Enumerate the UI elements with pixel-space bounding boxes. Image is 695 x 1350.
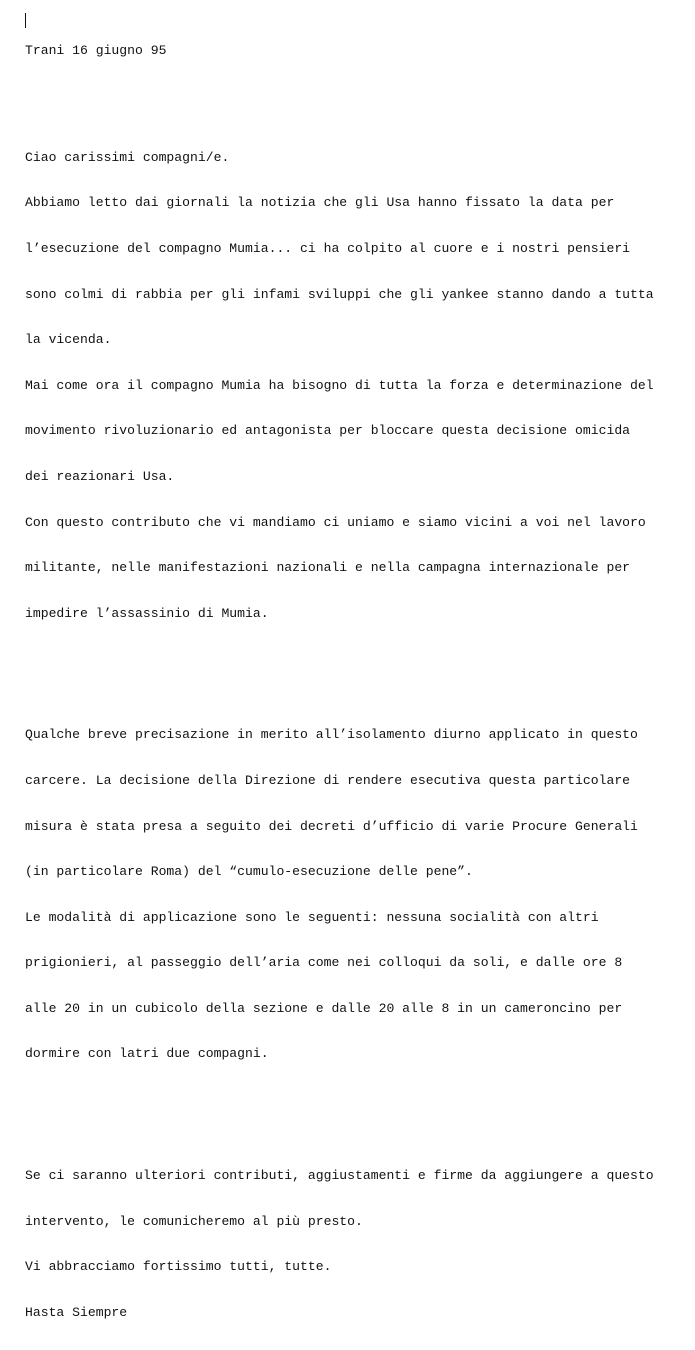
signoff-line: Hasta Siempre <box>25 1304 128 1320</box>
text-line: misura è stata presa a seguito dei decreti d’ufficio di varie Procure Generali <box>25 818 638 834</box>
text-line: sono colmi di rabbia per gli infami sviluppi che gli yankee stanno dando a tutta <box>25 286 654 302</box>
text-line: militante, nelle manifestazioni nazionali e nella campagna internazionale per <box>25 560 631 576</box>
text-line: (in particolare Roma) del “cumulo-esecuzione delle pene”. <box>25 864 473 880</box>
date-line: Trani 16 giugno 95 <box>25 43 167 59</box>
text-line: dei reazionari Usa. <box>25 468 175 484</box>
letter-text[interactable] <box>25 13 690 1350</box>
text-line: movimento rivoluzionario ed antagonista per bloccare questa decisione omicida <box>25 423 631 439</box>
text-line: l’esecuzione del compagno Mumia... ci ha colpito al cuore e i nostri pensieri <box>25 240 631 256</box>
text-line: Ciao carissimi compagni/e. <box>25 149 230 165</box>
text-line: intervento, le comunicheremo al più presto. <box>25 1213 363 1229</box>
text-line: dormire con latri due compagni. <box>25 1046 269 1062</box>
text-line: impedire l’assassinio di Mumia. <box>25 605 269 621</box>
text-line: prigionieri, al passeggio dell’aria come nei colloqui da soli, e dalle ore 8 <box>25 955 623 971</box>
text-line: alle 20 in un cubicolo della sezione e dalle 20 alle 8 in un cameroncino per <box>25 1000 623 1016</box>
text-line: la vicenda. <box>25 332 112 348</box>
text-line: Mai come ora il compagno Mumia ha bisogno di tutta la forza e determinazione del <box>25 377 654 393</box>
blank-line <box>25 1107 690 1122</box>
text-line: carcere. La decisione della Direzione di rendere esecutiva questa particolare <box>25 772 631 788</box>
text-line: Le modalità di applicazione sono le seguenti: nessuna socialità con altri <box>25 909 599 925</box>
text-line: Qualche breve precisazione in merito all’isolamento diurno applicato in questo <box>25 727 638 743</box>
blank-line <box>25 89 690 104</box>
text-line: Vi abbracciamo fortissimo tutti, tutte. <box>25 1259 332 1275</box>
text-line: Se ci saranno ulteriori contributi, aggiustamenti e firme da aggiungere a questo <box>25 1168 654 1184</box>
text-line: Abbiamo letto dai giornali la notizia che gli Usa hanno fissato la data per <box>25 195 615 211</box>
blank-line <box>25 667 690 682</box>
text-line: Con questo contributo che vi mandiamo ci uniamo e siamo vicini a voi nel lavoro <box>25 514 646 530</box>
